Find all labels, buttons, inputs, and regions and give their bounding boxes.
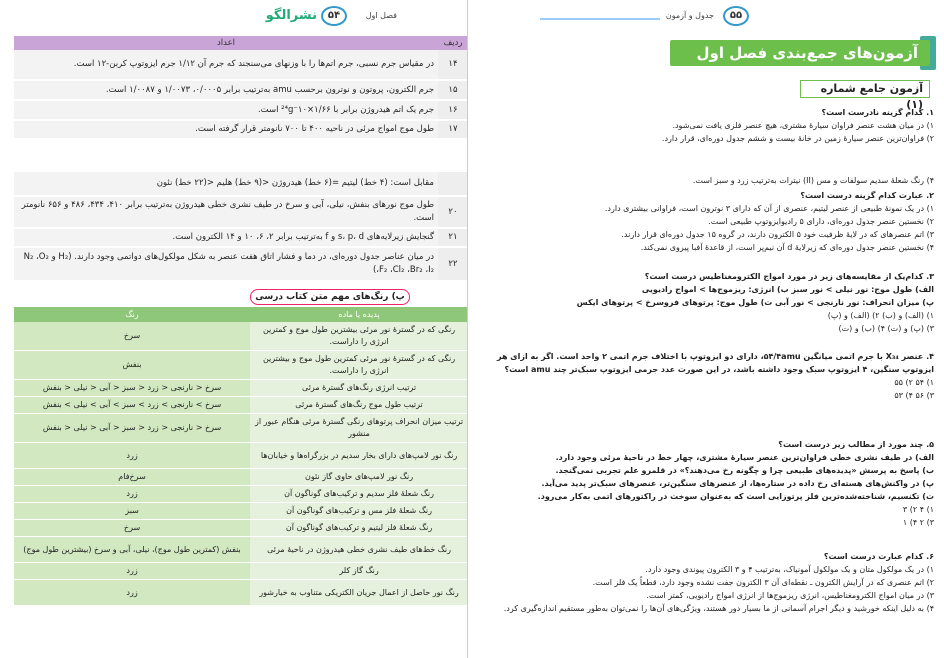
left-page-number: ۵۴ xyxy=(321,6,347,26)
right-header xyxy=(470,0,944,34)
colors-section-title: پ) رنگ‌های مهم متن کتاب درسی xyxy=(250,289,410,305)
table-row: ۲۲ در میان عناصر جدول دوره‌ای، در دما و فشار اتاق هفت عنصر به شکل مولکول‌های دواتمی وجود دارند. (H₂ و N₂ ،O₂ ،F₂ ،Cl₂ ،Br₂ ،I₂) xyxy=(14,247,468,281)
table-row: رنگی که در گسترهٔ نور مرئی بیشترین طول موج و کمترین انرژی را داراست. سرخ xyxy=(14,322,468,351)
table-row: ۱۵ جرم الکترون، پروتون و نوترون برحسب amu به‌ترتیب برابر ۰/۰۰۰۵، ۱/۰۰۷۳ و ۱/۰۰۸۷ است. xyxy=(14,80,468,100)
table-row: رنگ نور حاصل از اعمال جریان الکتریکی متناوب به خیارشور زرد xyxy=(14,580,468,606)
question-2: ۲. عبارت کدام گزینه درست است؟ ۱) در یک نمونهٔ طبیعی از عنصر لیتیم، عنصری از آن که دارای ۳ نوترون است، فراوانی بیشتری دارد. ۲) نخستین عنصر جدول دوره‌ای، دارای ۵ رادیوایزوتوپ طبیعی است. ۳) اتم عنصرهای که در لایهٔ ظرفیت خود ۵ الکترون دارند، در گروه ۱۵ جدول دوره‌ای قرار دارند. ۴) نخستین عنصر جدول دوره‌ای که زیرلایهٔ d آن نیم‌پر است، از قاعدهٔ آفبا پیروی نمی‌کند. xyxy=(604,191,934,252)
question-1-option-4: ۴) رنگ شعلهٔ سدیم سولفات و مس (II) نیترات به‌ترتیب زرد و سبز است. xyxy=(692,176,934,185)
table-row: رنگ نور لامپ‌های حاوی گاز نئون سرخ‌فام xyxy=(14,469,468,486)
exam-subtitle: آزمون جامع شماره (۱) xyxy=(800,80,930,98)
table-row: ترتیب میزان انحراف پرتوهای رنگی گسترهٔ مرئی هنگام عبور از منشور سرخ < نارنجی < زرد < سبز < آبی < نیلی < بنفش xyxy=(14,414,468,443)
left-chapter: فصل اول xyxy=(365,11,397,20)
table-row: رنگ شعلهٔ فلز مس و ترکیب‌های گوناگون آن سبز xyxy=(14,503,468,520)
question-6: ۶. کدام عبارت درست است؟ ۱) در یک مولکول متان و یک مولکول آمونیاک، به‌ترتیب ۴ و ۳ الکترون پیوندی وجود دارد. ۲) اتم عنصری که در آرایش الکترون ـ نقطه‌ای آن ۳ الکترون جفت نشده وجود دارد، قطعاً یک فلز است. ۳) در میان امواج الکترومغناطیس، انرژی ریزموج‌ها از انرژی امواج رادیویی، کمتر است. ۴) به دلیل اینکه خورشید و دیگر اجرام آسمانی از ما بسیار دور هستند، ویژگی‌های آن‌ها را نمی‌توان به‌طور مستقیم اندازه‌گیری کرد. xyxy=(503,552,934,613)
left-header xyxy=(0,0,467,34)
col-fact-header: اعداد xyxy=(14,36,438,50)
colors-table xyxy=(14,307,468,606)
question-3: ۳. کدام‌یک از مقایسه‌های زیر در مورد امواج الکترومغناطیس درست است؟ الف) طول موج: نور نیلی > نور سبز ب) انرژی: ریزموج‌ها > امواج رادیویی پ) میزان انحراف: نور نارنجی > نور آبی ت) طول موج: پرتوهای فروسرخ > پرتوهای ایکس ۱) (الف) و (ب) ۲) (الف) و (پ) ۳) (پ) و (ت) ۴) (ب) و (ت) xyxy=(576,272,934,333)
table-row: رنگ خط‌های طیف نشری خطی هیدروژن در ناحیهٔ مرئی بنفش (کمترین طول موج)، نیلی، آبی و سرخ (بیشترین طول موج) xyxy=(14,537,468,563)
book-brand: نشرالگو xyxy=(265,8,317,23)
table-row: رنگ شعلهٔ فلز سدیم و ترکیب‌های گوناگون آن زرد xyxy=(14,486,468,503)
table-row: ۱۴ در مقیاس جرم نسبی، جرم اتم‌ها را با وزنهای می‌سنجند که جرم آن ۱/۱۲ جرم ایزوتوپ کربن-۱۲ است. xyxy=(14,50,468,80)
table-row: رنگ نور لامپ‌های دارای بخار سدیم در بزرگراه‌ها و خیابان‌ها زرد xyxy=(14,443,468,469)
col-color-header: رنگ xyxy=(14,307,250,322)
table-row: ۲۰ طول موج نورهای بنفش، نیلی، آبی و سرخ در طیف نشری خطی هیدروژن به‌ترتیب برابر ۴۱۰، ۴۳۴، ۴۸۶ و ۶۵۶ نانومتر است. xyxy=(14,196,468,228)
right-page-number: ۵۵ xyxy=(723,6,749,26)
table-row: ترتیب طول موج رنگ‌های گسترهٔ مرئی سرخ > نارنجی > زرد > سبز > آبی > نیلی > بنفش xyxy=(14,397,468,414)
facts-table-top xyxy=(14,36,468,140)
question-5: ۵. چند مورد از مطالب زیر درست است؟ الف) در طیف نشری خطی فراوان‌ترین عنصر سیارهٔ مشتری، چهار خط در ناحیهٔ مرئی وجود دارد. ب) پاسخ به پرسش «پدیده‌های طبیعی چرا و چگونه رخ می‌دهند؟» در قلمرو علم تجربی نمی‌گنجد. پ) در واکنش‌های هسته‌ای رخ داده در ستاره‌ها، از عنصرهای سنگین‌تر، عنصرهای سبک‌تر پدید می‌آید. ت) تکنسیم، شناخته‌شده‌ترین فلز پرتوزایی است که به‌عنوان سوخت در راکتورهای اتمی به‌کار می‌رود. ۱) ۴ ۲) ۳ ۳) ۲ ۴) ۱ xyxy=(537,440,934,527)
table-row: ۱۶ جرم یک اتم هیدروژن برابر با ۱/۶۶×۱۰⁻²⁴g است. xyxy=(14,100,468,120)
table-row: رنگ گاز کلر زرد xyxy=(14,563,468,580)
right-chapter: جدول و آزمون xyxy=(665,11,714,20)
facts-table-bottom xyxy=(14,172,468,282)
col-num-header: ردیف xyxy=(438,36,468,50)
table-row: رنگ شعلهٔ فلز لیتیم و ترکیب‌های گوناگون آن سرخ xyxy=(14,520,468,537)
right-page xyxy=(470,0,944,658)
table-row: مقابل است: (۴ خط) لیتیم =(۶ خط) هیدروژن <(۹ خط) هلیم <(۲۲ خط) نئون xyxy=(14,172,468,196)
table-row: رنگی که در گسترهٔ نور مرئی کمترین طول موج و بیشترین انرژی را داراست. بنفش xyxy=(14,351,468,380)
table-row: ۱۷ طول موج امواج مرئی در ناحیه ۴۰۰ تا ۷۰۰ نانومتر قرار گرفته است. xyxy=(14,120,468,139)
question-1: ۱. کدام گزینه نادرست است؟ ۱) در میان هشت عنصر فراوان سیارهٔ مشتری، هیچ عنصر فلزی یافت نمی‌شود. ۲) فراوان‌ترین عنصر سیارهٔ زمین در خانهٔ بیست و ششم جدول دوره‌ای، قرار دارد. xyxy=(661,108,934,143)
header-decoration xyxy=(540,10,660,20)
left-page xyxy=(0,0,468,658)
exam-title: آزمون‌های جمع‌بندی فصل اول xyxy=(670,40,930,66)
col-phenomenon-header: پدیده یا ماده xyxy=(250,307,468,322)
table-row: ترتیب انرژی رنگ‌های گسترهٔ مرئی سرخ < نارنجی < زرد < سبز < آبی < نیلی < بنفش xyxy=(14,380,468,397)
table-row: ۲۱ گنجایش زیرلایه‌های s، p، d و f به‌ترتیب برابر ۲، ۶، ۱۰ و ۱۴ الکترون است. xyxy=(14,228,468,247)
question-4: ۴. عنصر X₃₄ با جرم اتمی میانگین ۵۴/۴amu، دارای دو ایزوتوپ با اختلاف جرم اتمی ۲ واحد است. اگر به ازای هر ایزوتوپ سنگین، ۴ ایزوتوپ سبک وجود داشته باشد، در این صورت عدد جرمی ایزوتوپ سبک‌تر چند amu است؟ ۱) ۵۴ ۲) ۵۵ ۳) ۵۶ ۴) ۵۳ xyxy=(496,352,934,400)
